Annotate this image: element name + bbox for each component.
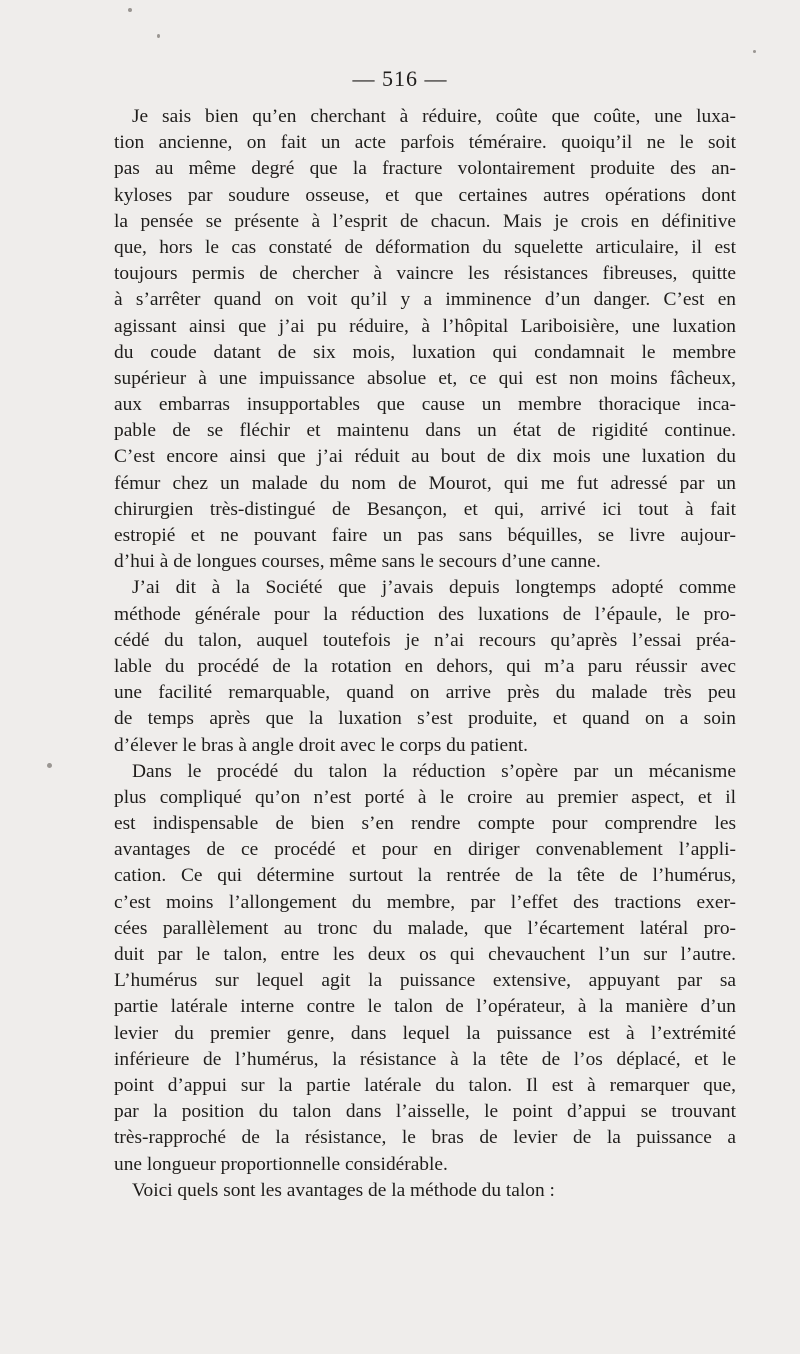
text-line: fémur chez un malade du nom de Mourot, qui me fut adressé par un bbox=[114, 472, 736, 494]
text-line: avantages de ce procédé et pour en diriger convenablement l’appli- bbox=[114, 839, 736, 861]
text-line: aux embarras insupportables que cause un membre thoracique inca- bbox=[114, 394, 736, 416]
paragraph bbox=[114, 104, 736, 575]
text-line: une longueur proportionnelle considérable. bbox=[114, 1153, 448, 1175]
text-line: est indispensable de bien s’en rendre compte pour comprendre les bbox=[114, 813, 736, 835]
text-line: par la position du talon dans l’aisselle, le point d’appui se trouvant bbox=[114, 1101, 736, 1123]
text-line: agissant ainsi que j’ai pu réduire, à l’hôpital Lariboisière, une luxation bbox=[114, 315, 736, 337]
text-line: cédé du talon, auquel toutefois je n’ai recours qu’après l’essai préa- bbox=[114, 629, 736, 651]
text-line: L’humérus sur lequel agit la puissance extensive, appuyant par sa bbox=[114, 970, 736, 992]
text-line: J’ai dit à la Société que j’avais depuis longtemps adopté comme bbox=[132, 577, 736, 599]
body-text bbox=[114, 104, 736, 1204]
text-line: Je sais bien qu’en cherchant à réduire, coûte que coûte, une luxa- bbox=[132, 106, 736, 127]
text-line: Voici quels sont les avantages de la méthode du talon : bbox=[132, 1179, 555, 1201]
text-line: pable de se fléchir et maintenu dans un état de rigidité continue. bbox=[114, 420, 736, 442]
text-line: tion ancienne, on fait un acte parfois téméraire. quoiqu’il ne le soit bbox=[114, 132, 736, 154]
text-line: toujours permis de chercher à vaincre les résistances fibreuses, quitte bbox=[114, 263, 736, 285]
paper-speck bbox=[157, 34, 160, 38]
paragraph bbox=[114, 1178, 736, 1204]
text-line: chirurgien très-distingué de Besançon, et qui, arrivé ici tout à fait bbox=[114, 498, 736, 520]
text-line: plus compliqué qu’on n’est porté à le croire au premier aspect, et il bbox=[114, 786, 736, 808]
page-number: — 516 — bbox=[352, 66, 448, 91]
text-line: très-rapproché de la résistance, le bras de levier de la puissance a bbox=[114, 1127, 736, 1149]
text-line: point d’appui sur la partie latérale du talon. Il est à remarquer que, bbox=[114, 1074, 736, 1096]
text-line: Dans le procédé du talon la réduction s’opère par un mécanisme bbox=[132, 760, 736, 782]
text-line: cation. Ce qui détermine surtout la rentrée de la tête de l’humérus, bbox=[114, 865, 736, 887]
text-line: kyloses par soudure osseuse, et que certaines autres opérations dont bbox=[114, 184, 736, 206]
paragraph bbox=[114, 575, 736, 758]
paper-speck bbox=[753, 50, 756, 53]
text-line: une facilité remarquable, quand on arrive près du malade très peu bbox=[114, 682, 736, 704]
text-line: que, hors le cas constaté de déformation du squelette articulaire, il est bbox=[114, 236, 736, 258]
text-line: levier du premier genre, dans lequel la puissance est à l’extrémité bbox=[114, 1022, 736, 1044]
text-line: du coude datant de six mois, luxation qui condamnait le membre bbox=[114, 341, 736, 363]
text-line: d’élever le bras à angle droit avec le corps du patient. bbox=[114, 734, 529, 756]
text-line: d’hui à de longues courses, même sans le secours d’une canne. bbox=[114, 551, 601, 573]
text-line: pas au même degré que la fracture volontairement produite des an- bbox=[114, 158, 736, 180]
text-line: à s’arrêter quand on voit qu’il y a imminence d’un danger. C’est en bbox=[114, 289, 736, 311]
text-line: C’est encore ainsi que j’ai réduit au bout de dix mois une luxation du bbox=[114, 446, 736, 468]
text-line: cées parallèlement au tronc du malade, que l’écartement latéral pro- bbox=[114, 917, 736, 939]
text-line: de temps après que la luxation s’est produite, et quand on a soin bbox=[114, 708, 736, 730]
text-line: supérieur à une impuissance absolue et, ce qui est non moins fâcheux, bbox=[114, 367, 736, 389]
text-line: partie latérale interne contre le talon de l’opérateur, à la manière d’un bbox=[114, 996, 736, 1018]
text-line: la pensée se présente à l’esprit de chacun. Mais je crois en définitive bbox=[114, 210, 736, 232]
text-line: lable du procédé de la rotation en dehors, qui m’a paru réussir avec bbox=[114, 655, 736, 677]
paragraph bbox=[114, 759, 736, 1178]
text-line: duit par le talon, entre les deux os qui chevauchent l’un sur l’autre. bbox=[114, 944, 736, 965]
text-line: estropié et ne pouvant faire un pas sans béquilles, se livre aujour- bbox=[114, 525, 736, 546]
paper-speck bbox=[128, 8, 132, 12]
text-line: inférieure de l’humérus, la résistance à la tête de l’os déplacé, et le bbox=[114, 1048, 736, 1070]
text-line: méthode générale pour la réduction des luxations de l’épaule, le pro- bbox=[114, 603, 736, 625]
text-line: c’est moins l’allongement du membre, par l’effet des tractions exer- bbox=[114, 891, 736, 913]
paper-speck bbox=[47, 763, 52, 768]
